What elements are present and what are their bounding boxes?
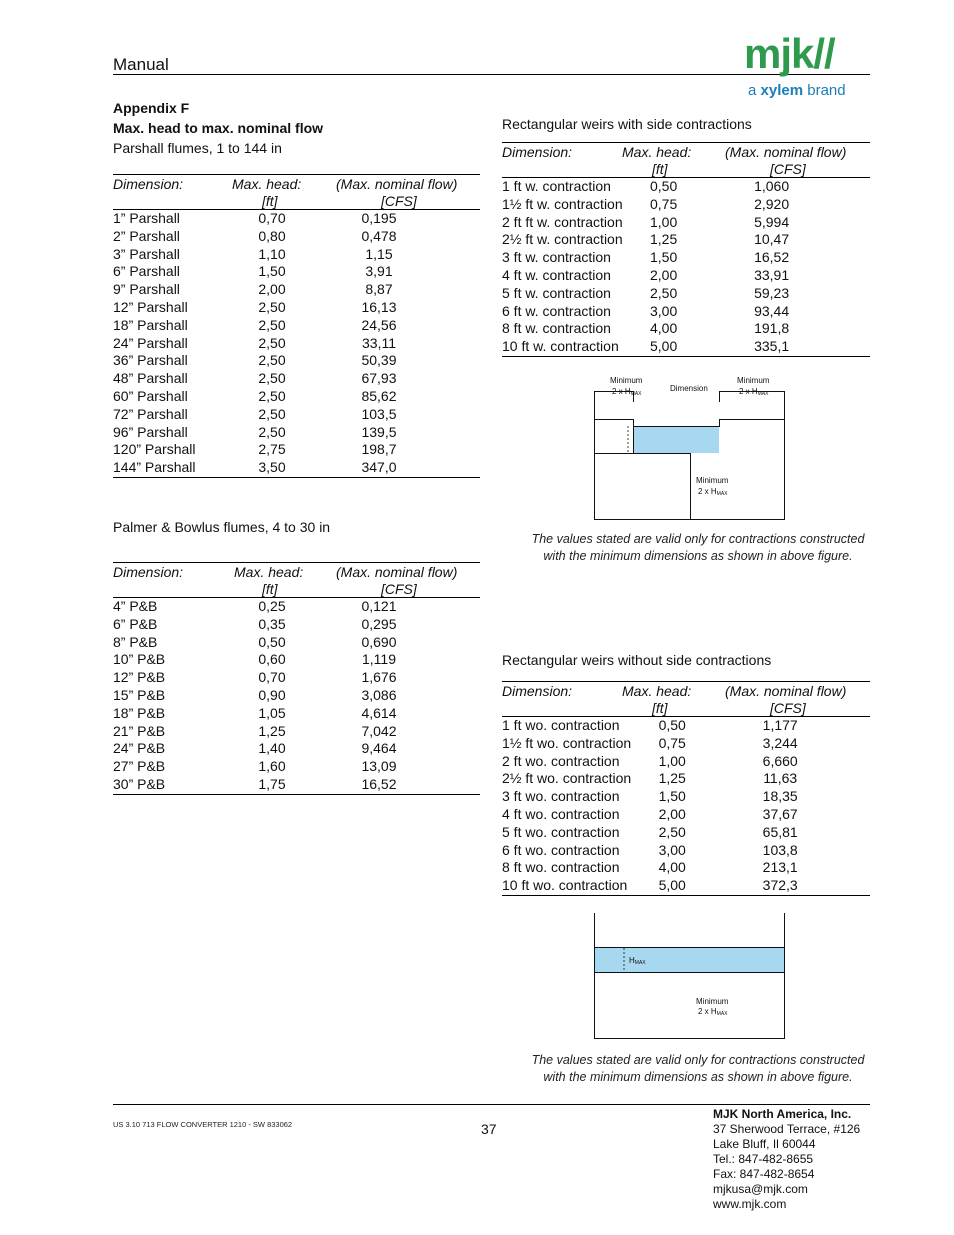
table-header — [113, 175, 480, 209]
table-row — [113, 687, 446, 705]
col-flow-unit: [CFS] — [381, 581, 417, 597]
fax: Fax: 847-482-8654 — [713, 1167, 815, 1181]
cell-dimension: 2 ft wo. contraction — [502, 752, 620, 769]
cell-flow: 1,060 — [754, 178, 790, 194]
table-row — [113, 281, 446, 299]
table-header — [502, 143, 870, 177]
cell-head: 0,80 — [258, 227, 286, 244]
cell-dimension: 10 ft w. contraction — [502, 338, 619, 355]
table-row — [502, 320, 839, 338]
cell-dimension: 8 ft w. contraction — [502, 320, 611, 337]
cell-dimension: 72” Parshall — [113, 405, 188, 422]
table-bottom-rule — [502, 895, 870, 896]
table-row — [502, 842, 847, 860]
table-bottom-rule — [502, 356, 870, 357]
cell-flow: 103,5 — [361, 405, 397, 422]
table-row — [113, 740, 446, 758]
fig1-min-left-1: Minimum — [610, 376, 643, 385]
table-row — [113, 705, 446, 723]
cell-head: 1,50 — [658, 788, 686, 805]
table-row — [502, 285, 839, 303]
cell-head: 1,50 — [650, 249, 678, 266]
table-row — [502, 859, 847, 877]
col-dimension: Dimension: — [502, 683, 573, 699]
cell-dimension: 48” Parshall — [113, 370, 188, 387]
without-contraction-table — [502, 681, 870, 896]
cell-dimension: 120” Parshall — [113, 441, 196, 458]
cell-flow: 37,67 — [762, 805, 798, 822]
cell-flow: 0,121 — [361, 598, 397, 614]
col-head-unit: [ft] — [262, 193, 278, 209]
cell-dimension: 1½ ft w. contraction — [502, 195, 623, 212]
col-head: Max. head: — [232, 176, 302, 192]
cell-dimension: 3 ft wo. contraction — [502, 788, 620, 805]
cell-dimension: 4 ft wo. contraction — [502, 805, 620, 822]
fig1-min-right-1: Minimum — [737, 376, 770, 385]
palmer-rows — [113, 598, 446, 794]
col-flow-unit: [CFS] — [381, 193, 417, 209]
cell-flow: 335,1 — [754, 338, 790, 355]
email-link[interactable]: mjkusa@mjk.com — [713, 1182, 808, 1196]
table-row — [502, 735, 847, 753]
cell-flow: 3,244 — [762, 734, 798, 751]
cell-dimension: 1 ft w. contraction — [502, 178, 611, 194]
table-row — [502, 178, 839, 196]
cell-dimension: 21” P&B — [113, 722, 166, 739]
cell-dimension: 30” P&B — [113, 775, 166, 792]
cell-flow: 16,52 — [361, 775, 397, 792]
cell-flow: 9,464 — [361, 740, 397, 757]
with-caption: Rectangular weirs with side contractions — [502, 116, 752, 132]
fig2-water — [595, 947, 784, 972]
table-row — [113, 723, 446, 741]
table-row — [113, 210, 446, 228]
cell-flow: 16,13 — [361, 298, 397, 315]
table-row — [113, 228, 446, 246]
table-row — [113, 352, 446, 370]
cell-flow: 191,8 — [754, 320, 790, 337]
cell-head: 5,00 — [658, 877, 686, 894]
cell-head: 0,25 — [258, 598, 286, 614]
cell-dimension: 1 ft wo. contraction — [502, 717, 620, 733]
cell-head: 1,40 — [258, 740, 286, 757]
address-line-2: Lake Bluff, Il 60044 — [713, 1137, 816, 1151]
table-row — [113, 459, 446, 477]
doc-id: US 3.10 713 FLOW CONVERTER 1210 - SW 833062 — [113, 1120, 293, 1129]
cell-head: 2,50 — [258, 352, 286, 369]
table-bottom-rule — [113, 794, 480, 795]
website-link[interactable]: www.mjk.com — [713, 1197, 787, 1211]
contact-block — [713, 1107, 860, 1212]
cell-flow: 65,81 — [762, 823, 798, 840]
cell-head: 1,00 — [650, 213, 678, 230]
cell-flow: 0,295 — [361, 615, 397, 632]
cell-dimension: 10” P&B — [113, 651, 166, 668]
cell-dimension: 8” P&B — [113, 633, 158, 650]
cell-dimension: 24” P&B — [113, 740, 166, 757]
page-number: 37 — [481, 1121, 497, 1137]
without-contraction-rows — [502, 717, 847, 895]
cell-dimension: 3” Parshall — [113, 245, 180, 262]
cell-flow: 4,614 — [361, 704, 397, 721]
table-row — [502, 231, 839, 249]
fig2-min-2: 2 x HMAX — [698, 1007, 728, 1017]
col-flow: (Max. nominal flow) — [725, 144, 847, 160]
cell-head: 1,00 — [658, 752, 686, 769]
fig1-dimension: Dimension — [670, 384, 708, 393]
cell-flow: 3,086 — [361, 686, 397, 703]
cell-head: 2,50 — [258, 298, 286, 315]
cell-dimension: 5 ft w. contraction — [502, 284, 611, 301]
cell-dimension: 6 ft w. contraction — [502, 302, 611, 319]
cell-flow: 11,63 — [763, 770, 798, 787]
cell-head: 5,00 — [650, 338, 678, 355]
without-caption: Rectangular weirs without side contractions — [502, 652, 772, 668]
page-title: Manual — [113, 55, 169, 74]
table-row — [502, 338, 839, 356]
cell-flow: 0,690 — [361, 633, 397, 650]
col-head: Max. head: — [234, 564, 304, 580]
cell-flow: 372,3 — [762, 877, 798, 894]
col-head: Max. head: — [622, 683, 692, 699]
cell-head: 1,75 — [258, 775, 286, 792]
col-head-unit: [ft] — [652, 161, 668, 177]
cell-head: 2,50 — [258, 387, 286, 404]
table-row — [113, 758, 446, 776]
cell-dimension: 2 ft ft w. contraction — [502, 213, 623, 230]
cell-flow: 1,119 — [362, 651, 396, 668]
cell-dimension: 18” P&B — [113, 704, 166, 721]
table-row — [502, 770, 847, 788]
cell-dimension: 144” Parshall — [113, 459, 196, 476]
logo-brand: a xylem brand — [748, 82, 846, 99]
cell-flow: 2,920 — [754, 195, 790, 212]
table-row — [113, 669, 446, 687]
col-flow-unit: [CFS] — [770, 161, 806, 177]
cell-head: 2,50 — [258, 370, 286, 387]
appendix-heading: Max. head to max. nominal flow — [113, 120, 324, 136]
cell-dimension: 2½ ft w. contraction — [502, 231, 623, 248]
cell-flow: 33,11 — [362, 334, 396, 351]
table-row — [502, 788, 847, 806]
cell-flow: 0,195 — [361, 210, 397, 226]
address-line-1: 37 Sherwood Terrace, #126 — [713, 1122, 861, 1136]
note-with-contraction: The values stated are valid only for contractions constructed with the minimum dimensions as shown in above figure. — [531, 532, 865, 563]
cell-head: 1,50 — [258, 263, 286, 280]
cell-head: 0,60 — [258, 651, 286, 668]
cell-flow: 10,47 — [754, 231, 790, 248]
cell-flow: 8,87 — [365, 281, 393, 298]
cell-flow: 50,39 — [361, 352, 397, 369]
cell-head: 4,00 — [650, 320, 678, 337]
cell-head: 2,00 — [258, 281, 286, 298]
cell-dimension: 60” Parshall — [113, 387, 188, 404]
cell-flow: 16,52 — [754, 249, 790, 266]
cell-head: 2,75 — [258, 441, 286, 458]
cell-head: 1,60 — [258, 758, 286, 775]
col-head: Max. head: — [622, 144, 692, 160]
cell-flow: 1,177 — [762, 717, 798, 733]
with-contraction-table — [502, 142, 870, 357]
cell-dimension: 10 ft wo. contraction — [502, 877, 628, 894]
col-flow-unit: [CFS] — [770, 700, 806, 716]
col-flow: (Max. nominal flow) — [336, 176, 458, 192]
cell-head: 3,00 — [650, 302, 678, 319]
cell-dimension: 36” Parshall — [113, 352, 188, 369]
parshall-table — [113, 174, 480, 478]
palmer-table — [113, 562, 480, 795]
col-head-unit: [ft] — [262, 581, 278, 597]
cell-flow: 18,35 — [762, 788, 798, 805]
cell-flow: 33,91 — [754, 266, 790, 283]
cell-head: 1,05 — [258, 704, 286, 721]
cell-dimension: 1” Parshall — [113, 210, 180, 226]
cell-head: 0,90 — [258, 686, 286, 703]
parshall-rows — [113, 210, 446, 477]
table-row — [113, 299, 446, 317]
cell-head: 3,50 — [258, 459, 286, 476]
table-row — [113, 424, 446, 442]
fig1-min-bottom-2: 2 x HMAX — [698, 487, 728, 497]
cell-head: 2,00 — [650, 266, 678, 283]
cell-head: 0,70 — [258, 669, 286, 686]
fig1-min-bottom-1: Minimum — [696, 476, 729, 485]
cell-flow: 1,15 — [365, 245, 393, 262]
table-row — [502, 303, 839, 321]
cell-flow: 213,1 — [762, 859, 798, 876]
col-flow: (Max. nominal flow) — [725, 683, 847, 699]
col-dimension: Dimension: — [502, 144, 573, 160]
col-head-unit: [ft] — [652, 700, 668, 716]
cell-head: 4,00 — [658, 859, 686, 876]
col-dimension: Dimension: — [113, 564, 184, 580]
cell-head: 1,25 — [650, 231, 678, 248]
table-row — [113, 441, 446, 459]
table-header — [113, 563, 480, 597]
weir-without-contraction-diagram — [594, 913, 786, 1041]
logo-mark: mjk// — [744, 30, 835, 77]
cell-dimension: 18” Parshall — [113, 316, 188, 333]
table-row — [113, 335, 446, 353]
cell-head: 2,50 — [658, 823, 686, 840]
table-row — [502, 824, 847, 842]
weir-with-contraction-diagram — [594, 372, 786, 522]
note-without-contraction: The values stated are valid only for contractions constructed with the minimum dimensions as shown in above figure. — [531, 1053, 865, 1084]
fig1-min-right-2: 2 x HMAX — [739, 387, 769, 397]
cell-dimension: 4” P&B — [113, 598, 158, 614]
cell-head: 2,50 — [258, 405, 286, 422]
table-row — [113, 598, 446, 616]
cell-flow: 67,93 — [361, 370, 397, 387]
table-row — [113, 634, 446, 652]
palmer-caption: Palmer & Bowlus flumes, 4 to 30 in — [113, 519, 331, 535]
cell-dimension: 5 ft wo. contraction — [502, 823, 620, 840]
cell-flow: 24,56 — [361, 316, 397, 333]
cell-flow: 5,994 — [754, 213, 790, 230]
cell-head: 0,50 — [258, 633, 286, 650]
cell-head: 1,25 — [658, 770, 686, 787]
cell-dimension: 4 ft w. contraction — [502, 266, 611, 283]
cell-dimension: 27” P&B — [113, 758, 166, 775]
cell-flow: 13,09 — [361, 758, 397, 775]
cell-head: 1,10 — [258, 245, 286, 262]
fig2-h: HMAX — [629, 956, 646, 966]
appendix-label: Appendix F — [113, 100, 190, 116]
cell-dimension: 24” Parshall — [113, 334, 188, 351]
company-name: MJK North America, Inc. — [713, 1107, 852, 1121]
cell-head: 2,50 — [258, 316, 286, 333]
cell-head: 0,50 — [658, 717, 686, 733]
cell-head: 0,50 — [650, 178, 678, 194]
cell-dimension: 12” Parshall — [113, 298, 188, 315]
cell-flow: 139,5 — [361, 423, 397, 440]
cell-head: 1,25 — [258, 722, 286, 739]
cell-dimension: 6” P&B — [113, 615, 158, 632]
cell-dimension: 2½ ft wo. contraction — [502, 770, 632, 787]
parshall-caption: Parshall flumes, 1 to 144 in — [113, 140, 282, 156]
cell-flow: 59,23 — [754, 284, 790, 301]
cell-flow: 7,042 — [361, 722, 397, 739]
cell-head: 2,50 — [258, 423, 286, 440]
cell-flow: 1,676 — [361, 669, 397, 686]
cell-flow: 3,91 — [365, 263, 393, 280]
cell-dimension: 2” Parshall — [113, 227, 180, 244]
cell-head: 0,75 — [658, 734, 686, 751]
table-row — [502, 196, 839, 214]
table-row — [502, 717, 847, 735]
cell-dimension: 15” P&B — [113, 686, 166, 703]
cell-flow: 0,478 — [361, 227, 397, 244]
col-flow: (Max. nominal flow) — [336, 564, 458, 580]
cell-dimension: 6 ft wo. contraction — [502, 841, 620, 858]
mjk-logo — [744, 30, 870, 104]
table-row — [502, 267, 839, 285]
table-row — [502, 214, 839, 232]
table-row — [113, 263, 446, 281]
table-row — [502, 753, 847, 771]
cell-head: 0,35 — [258, 615, 286, 632]
table-row — [113, 616, 446, 634]
with-contraction-rows — [502, 178, 839, 356]
phone: Tel.: 847-482-8655 — [713, 1152, 814, 1166]
cell-head: 2,00 — [658, 805, 686, 822]
cell-head: 2,50 — [650, 284, 678, 301]
cell-dimension: 12” P&B — [113, 669, 166, 686]
table-row — [113, 246, 446, 264]
cell-flow: 347,0 — [361, 459, 397, 476]
table-row — [113, 406, 446, 424]
cell-head: 0,75 — [650, 195, 678, 212]
cell-dimension: 3 ft w. contraction — [502, 249, 611, 266]
cell-dimension: 1½ ft wo. contraction — [502, 734, 632, 751]
cell-head: 0,70 — [258, 210, 286, 226]
cell-flow: 6,660 — [762, 752, 798, 769]
cell-flow: 85,62 — [361, 387, 397, 404]
col-dimension: Dimension: — [113, 176, 184, 192]
table-row — [502, 806, 847, 824]
table-row — [502, 249, 839, 267]
cell-dimension: 8 ft wo. contraction — [502, 859, 620, 876]
cell-dimension: 6” Parshall — [113, 263, 180, 280]
footer-rule — [113, 1104, 870, 1105]
table-header — [502, 682, 870, 716]
cell-head: 3,00 — [658, 841, 686, 858]
table-row — [502, 877, 847, 895]
table-row — [113, 651, 446, 669]
cell-dimension: 9” Parshall — [113, 281, 180, 298]
cell-head: 2,50 — [258, 334, 286, 351]
cell-flow: 198,7 — [361, 441, 397, 458]
table-bottom-rule — [113, 477, 480, 478]
fig2-min-1: Minimum — [696, 997, 729, 1006]
fig1-min-left-2: 2 x HMAX — [612, 387, 642, 397]
table-row — [113, 370, 446, 388]
fig1-water — [633, 426, 719, 453]
table-row — [113, 776, 446, 794]
table-row — [113, 388, 446, 406]
table-row — [113, 317, 446, 335]
cell-flow: 103,8 — [762, 841, 798, 858]
cell-dimension: 96” Parshall — [113, 423, 188, 440]
cell-flow: 93,44 — [754, 302, 790, 319]
